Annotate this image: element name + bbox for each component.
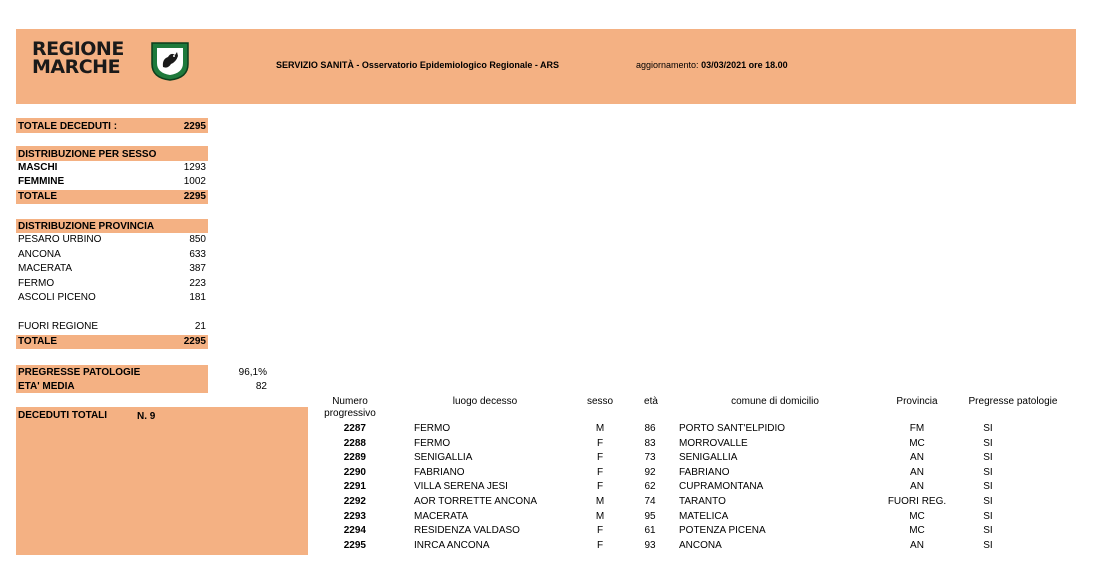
cell-eta: 61 bbox=[644, 525, 656, 537]
cell-provincia: AN bbox=[910, 466, 924, 478]
header-comune: comune di domicilio bbox=[731, 396, 819, 407]
cell-numero: 2291 bbox=[343, 481, 366, 493]
cell-eta: 93 bbox=[644, 539, 656, 551]
cell-eta: 73 bbox=[644, 452, 656, 464]
provincia-label: ANCONA bbox=[18, 248, 61, 260]
pregresse-label: PREGRESSE PATOLOGIE bbox=[18, 367, 141, 378]
provincia-label: FERMO bbox=[18, 277, 55, 289]
table-row bbox=[0, 540, 1107, 555]
fuori-regione-label: FUORI REGIONE bbox=[18, 321, 99, 332]
cell-comune: TARANTO bbox=[679, 496, 726, 507]
cell-luogo: MACERATA bbox=[414, 510, 469, 522]
cell-sesso: M bbox=[595, 510, 605, 522]
cell-patologie: SI bbox=[983, 510, 993, 522]
header-eta: età bbox=[644, 396, 658, 407]
cell-luogo: FABRIANO bbox=[414, 466, 465, 478]
cell-eta: 95 bbox=[644, 510, 656, 522]
cell-patologie: SI bbox=[983, 437, 993, 449]
cell-sesso: F bbox=[596, 525, 604, 537]
provincia-value: 181 bbox=[189, 292, 206, 303]
cell-patologie: SI bbox=[983, 452, 993, 464]
logo-text bbox=[32, 40, 124, 76]
cell-numero: 2288 bbox=[343, 437, 366, 449]
cell-provincia: MC bbox=[909, 437, 925, 449]
cell-patologie: SI bbox=[983, 466, 993, 478]
header-numero-line2: progressivo bbox=[324, 408, 376, 419]
cell-comune: FABRIANO bbox=[679, 466, 730, 478]
cell-patologie: SI bbox=[983, 539, 993, 551]
deceduti-totali-count: N. 9 bbox=[137, 411, 156, 422]
table-row bbox=[0, 525, 1107, 540]
cell-numero: 2292 bbox=[343, 496, 366, 507]
provincia-label: PESARO URBINO bbox=[18, 234, 102, 245]
provincia-row bbox=[18, 292, 208, 306]
table-row bbox=[0, 467, 1107, 482]
cell-luogo: VILLA SERENA JESI bbox=[414, 481, 508, 493]
cell-eta: 83 bbox=[644, 437, 656, 449]
cell-comune: MORROVALLE bbox=[679, 437, 748, 449]
cell-numero: 2289 bbox=[343, 452, 366, 464]
fuori-regione-value: 21 bbox=[194, 321, 206, 332]
cell-luogo: AOR TORRETTE ANCONA bbox=[414, 496, 537, 507]
provincia-row bbox=[18, 278, 208, 292]
cell-numero: 2293 bbox=[343, 510, 366, 522]
header-numero bbox=[318, 396, 382, 420]
cell-luogo: INRCA ANCONA bbox=[414, 539, 490, 551]
cell-numero: 2287 bbox=[343, 423, 366, 434]
cell-comune: SENIGALLIA bbox=[679, 452, 738, 464]
cell-comune: MATELICA bbox=[679, 510, 729, 522]
cell-luogo: SENIGALLIA bbox=[414, 452, 473, 464]
service-title: SERVIZIO SANITÀ - Osservatorio Epidemiologico Regionale - ARS bbox=[276, 60, 560, 70]
cell-comune: CUPRAMONTANA bbox=[679, 481, 764, 493]
cell-sesso: F bbox=[596, 437, 604, 449]
update-label: aggiornamento: bbox=[636, 60, 699, 70]
cell-comune: PORTO SANT'ELPIDIO bbox=[679, 423, 786, 434]
eta-media-value: 82 bbox=[255, 381, 267, 392]
update-value: 03/03/2021 ore 18.00 bbox=[701, 60, 788, 70]
sesso-title: DISTRIBUZIONE PER SESSO bbox=[18, 149, 157, 160]
sesso-row-maschi bbox=[18, 162, 208, 176]
header-numero-line1: Numero bbox=[332, 396, 368, 407]
cell-comune: ANCONA bbox=[679, 539, 722, 551]
cell-sesso: F bbox=[596, 466, 604, 478]
provincia-value: 850 bbox=[189, 234, 206, 245]
provincia-label: ASCOLI PICENO bbox=[18, 292, 96, 303]
cell-sesso: M bbox=[595, 423, 605, 434]
regione-marche-logo bbox=[32, 40, 192, 86]
totale-deceduti-label: TOTALE DECEDUTI : bbox=[18, 121, 118, 132]
cell-patologie: SI bbox=[983, 481, 993, 493]
cell-provincia: AN bbox=[910, 481, 924, 493]
regione-emblem-icon bbox=[149, 40, 191, 82]
cell-patologie: SI bbox=[983, 525, 993, 537]
cell-eta: 74 bbox=[644, 496, 656, 507]
sesso-total-row bbox=[18, 191, 208, 205]
provincia-row bbox=[18, 249, 208, 263]
cell-provincia: FM bbox=[909, 423, 925, 434]
cell-provincia: MC bbox=[909, 510, 925, 522]
table-row bbox=[0, 496, 1107, 511]
header-provincia: Provincia bbox=[896, 396, 938, 407]
provincia-row bbox=[18, 263, 208, 277]
provincia-total-value: 2295 bbox=[183, 336, 206, 347]
cell-luogo: RESIDENZA VALDASO bbox=[414, 525, 520, 537]
cell-provincia: FUORI REG. bbox=[887, 496, 947, 507]
sesso-total-value: 2295 bbox=[183, 191, 206, 202]
provincia-label: MACERATA bbox=[18, 263, 73, 274]
sesso-value: 1002 bbox=[183, 176, 206, 187]
provincia-value: 387 bbox=[189, 263, 206, 274]
header-patologie: Pregresse patologie bbox=[968, 396, 1058, 407]
provincia-row bbox=[18, 234, 208, 248]
cell-luogo: FERMO bbox=[414, 423, 451, 434]
sesso-label: MASCHI bbox=[18, 162, 58, 173]
provincia-title: DISTRIBUZIONE PROVINCIA bbox=[18, 221, 155, 232]
header-sesso: sesso bbox=[586, 396, 614, 407]
totale-deceduti-value: 2295 bbox=[183, 121, 206, 132]
cell-patologie: SI bbox=[983, 496, 993, 507]
cell-provincia: MC bbox=[909, 525, 925, 537]
deceduti-totali-label: DECEDUTI TOTALI bbox=[18, 410, 108, 421]
sesso-value: 1293 bbox=[183, 162, 206, 173]
cell-sesso: F bbox=[596, 539, 604, 551]
provincia-value: 633 bbox=[189, 248, 206, 260]
header-luogo: luogo decesso bbox=[452, 396, 518, 407]
fuori-regione-row bbox=[18, 321, 208, 335]
cell-numero: 2295 bbox=[343, 539, 366, 551]
cell-eta: 86 bbox=[644, 423, 656, 434]
table-row bbox=[0, 452, 1107, 467]
cell-sesso: M bbox=[595, 496, 605, 507]
provincia-value: 223 bbox=[189, 277, 206, 289]
cell-provincia: AN bbox=[910, 539, 924, 551]
report-header bbox=[16, 29, 1076, 104]
cell-provincia: AN bbox=[910, 452, 924, 464]
provincia-total-label: TOTALE bbox=[18, 336, 58, 347]
eta-media-label: ETA' MEDIA bbox=[18, 381, 75, 392]
table-row bbox=[0, 438, 1107, 453]
cell-comune: POTENZA PICENA bbox=[679, 525, 766, 537]
sesso-label: FEMMINE bbox=[18, 176, 65, 187]
cell-eta: 92 bbox=[644, 466, 656, 478]
provincia-total-row bbox=[18, 336, 208, 350]
logo-line-2: MARCHE bbox=[32, 56, 121, 78]
cell-numero: 2294 bbox=[343, 525, 366, 537]
update-info bbox=[636, 60, 788, 70]
table-row bbox=[0, 481, 1107, 496]
cell-sesso: F bbox=[596, 452, 604, 464]
sesso-total-label: TOTALE bbox=[18, 191, 58, 202]
cell-sesso: F bbox=[596, 481, 604, 493]
table-row bbox=[0, 423, 1107, 438]
table-row bbox=[0, 511, 1107, 526]
cell-eta: 62 bbox=[644, 481, 656, 493]
logo-line-1: REGIONE bbox=[32, 38, 124, 60]
pregresse-value: 96,1% bbox=[238, 367, 267, 378]
cell-luogo: FERMO bbox=[414, 437, 451, 449]
cell-patologie: SI bbox=[983, 423, 993, 434]
cell-numero: 2290 bbox=[343, 466, 366, 478]
sesso-row-femmine bbox=[18, 176, 208, 190]
